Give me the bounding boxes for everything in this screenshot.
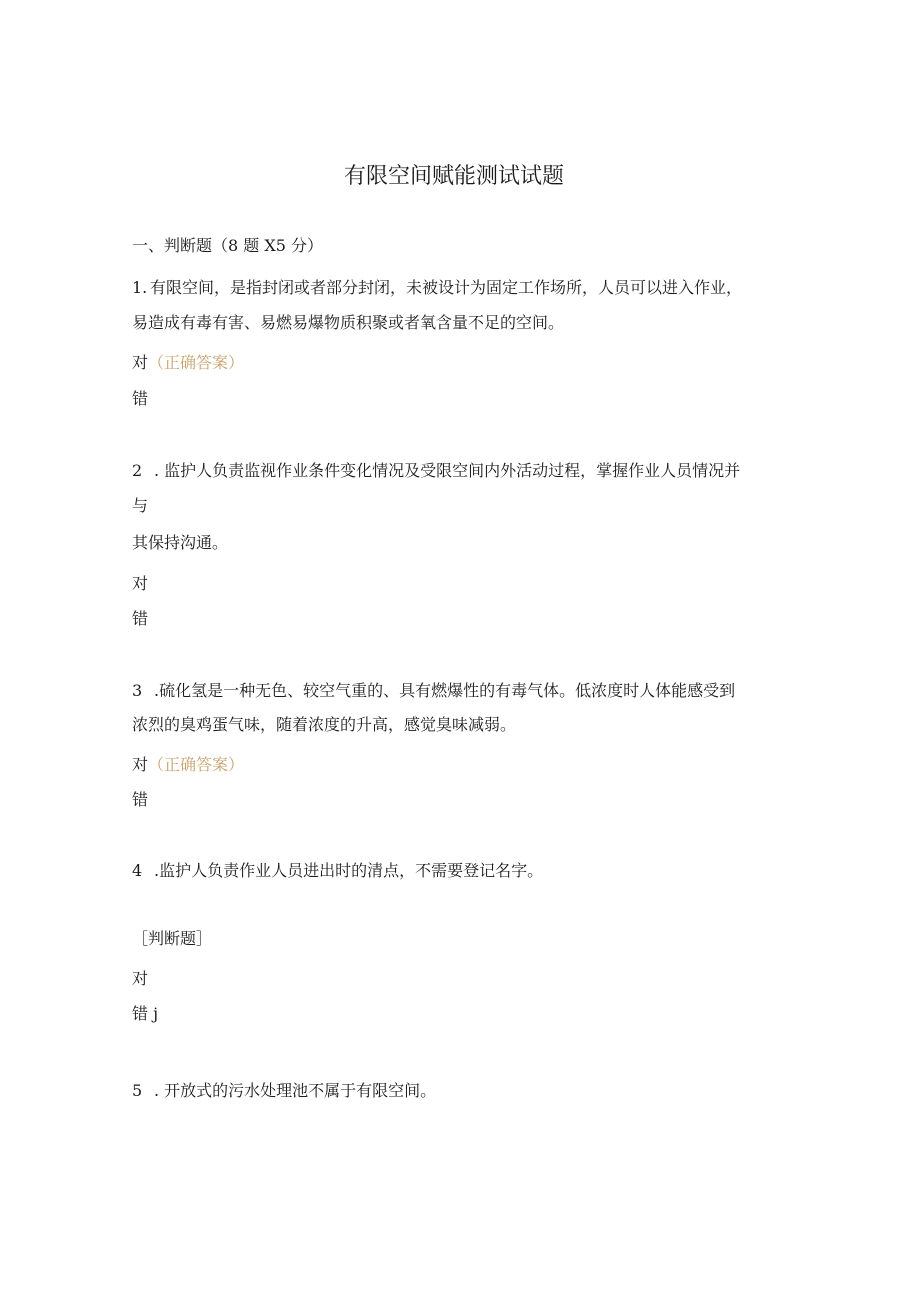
option-label: 对	[132, 755, 149, 774]
question-number: 3	[132, 681, 143, 700]
option-label: 错	[132, 389, 149, 408]
question-number: 5	[132, 1081, 143, 1100]
option-false[interactable]	[132, 790, 148, 810]
option-true[interactable]	[132, 755, 244, 775]
option-label: 对	[132, 353, 149, 372]
option-label: 错 j	[132, 1004, 159, 1023]
section-heading: 一、判断题（8 题 X5 分）	[132, 236, 324, 255]
question-text-line: .硫化氢是一种无色、较空气重的、具有燃爆性的有毒气体。低浓度时人体能感受到	[154, 681, 736, 700]
option-false[interactable]	[132, 1004, 158, 1024]
question-text-line: 与	[132, 496, 149, 515]
page-title: 有限空间赋能测试试题	[344, 164, 565, 189]
question-text-line: .监护人负责作业人员进出时的清点，不需要登记名字。	[154, 861, 544, 880]
question-type-tag: ［判断题］	[132, 929, 213, 948]
question-text-line: 有限空间，是指封闭或者部分封闭，未被设计为固定工作场所，人员可以进入作业，	[150, 278, 743, 297]
option-true[interactable]	[132, 969, 148, 989]
question-number: 2	[132, 461, 143, 480]
option-label: 对	[132, 574, 149, 593]
question-text-line: 易造成有毒有害、易燃易爆物质积聚或者氧含量不足的空间。	[132, 313, 565, 332]
option-label: 错	[132, 790, 149, 809]
option-false[interactable]	[132, 609, 148, 629]
question-number: 4	[132, 861, 143, 880]
question-number: 1.	[132, 278, 148, 297]
correct-answer-tag: （正确答案）	[148, 755, 245, 774]
option-true[interactable]	[132, 574, 148, 594]
option-label: 对	[132, 969, 149, 988]
correct-answer-tag: （正确答案）	[148, 353, 245, 372]
option-label: 错	[132, 609, 149, 628]
question-text-line: . 开放式的污水处理池不属于有限空间。	[154, 1081, 437, 1100]
question-text-line: 浓烈的臭鸡蛋气味，随着浓度的升高，感觉臭味减弱。	[132, 715, 517, 734]
question-text-line: . 监护人负责监视作业条件变化情况及受限空间内外活动过程，掌握作业人员情况并	[154, 461, 741, 480]
option-true[interactable]	[132, 353, 244, 373]
question-text-line: 其保持沟通。	[132, 533, 229, 552]
option-false[interactable]	[132, 389, 148, 409]
